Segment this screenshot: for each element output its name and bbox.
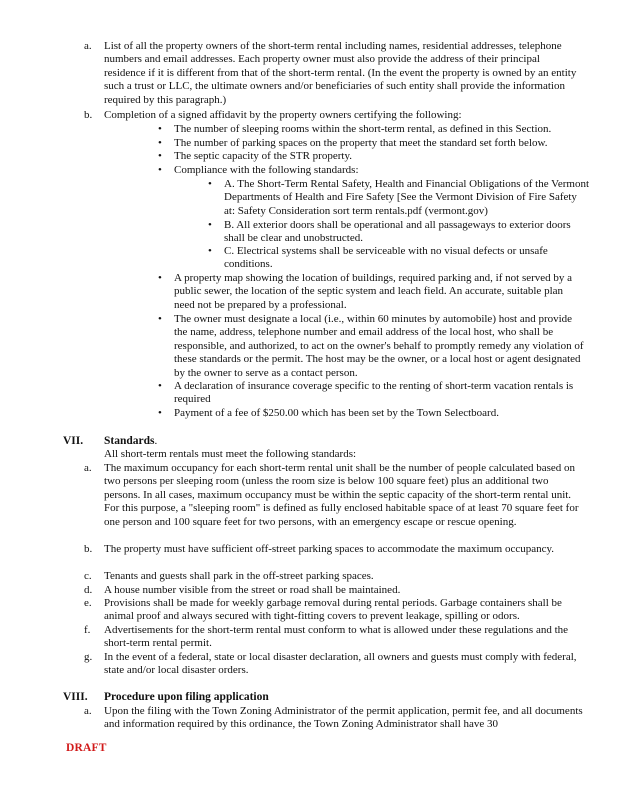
item-label: a. bbox=[84, 705, 92, 717]
list-item bbox=[84, 624, 584, 651]
bullet-text: A. The Short-Term Rental Safety, Health and Financial Obligations of the Vermont Departments of Health and Fire Safety [See the Vermont Division of Fire Safety at: Safety Consideration sort term rentals.pdf (vermont.gov) bbox=[224, 178, 590, 217]
bullet-icon: • bbox=[158, 380, 162, 392]
section-number: VII. bbox=[63, 435, 84, 447]
bullet-item bbox=[158, 137, 588, 150]
item-label: f. bbox=[84, 624, 91, 636]
item-text: A house number visible from the street or road shall be maintained. bbox=[104, 584, 401, 596]
bullet-text: A property map showing the location of buildings, required parking and, if not served by a public sewer, the location of the septic system and leach field. An accurate, suitable plan need not be prepared by a professional. bbox=[174, 272, 573, 311]
item-text: List of all the property owners of the short-term rental including names, residential addresses, telephone numbers and email addresses. Each property owner must also provide the address of their principal residence if it is different from that of the short-term rental. (In the event the property is owned by an entity such a trust or LLC, the ultimate owners and/or beneficiaries of such entity shall provide the information required by this paragraph.) bbox=[104, 40, 577, 106]
item-text: Advertisements for the short-term rental must conform to what is allowed under these regulations and the short-term rental permit. bbox=[104, 624, 569, 650]
bullet-icon: • bbox=[158, 407, 162, 419]
bullet-text: Payment of a fee of $250.00 which has been set by the Town Selectboard. bbox=[174, 407, 499, 419]
list-item bbox=[84, 109, 584, 122]
bullet-item bbox=[158, 164, 588, 177]
sub-bullet-item bbox=[208, 219, 592, 246]
bullet-icon: • bbox=[208, 245, 212, 257]
list-item bbox=[84, 462, 584, 529]
list-item bbox=[84, 597, 584, 624]
item-label: c. bbox=[84, 570, 92, 582]
list-item bbox=[84, 543, 584, 556]
item-label: e. bbox=[84, 597, 92, 609]
list-item bbox=[84, 40, 584, 107]
bullet-item bbox=[158, 123, 588, 136]
list-item bbox=[84, 570, 584, 583]
bullet-icon: • bbox=[208, 219, 212, 231]
item-label: a. bbox=[84, 462, 92, 474]
item-text: Provisions shall be made for weekly garbage removal during rental periods. Garbage containers shall be animal proof and always secured with tight-fitting covers to prevent leakage, spilling or odors. bbox=[104, 597, 562, 623]
section-title: Procedure upon filing application bbox=[104, 691, 269, 703]
item-text: The property must have sufficient off-street parking spaces to accommodate the maximum occupancy. bbox=[104, 543, 555, 555]
item-text: Completion of a signed affidavit by the property owners certifying the following: bbox=[104, 109, 462, 121]
bullet-text: A declaration of insurance coverage specific to the renting of short-term vacation rentals is required bbox=[174, 380, 574, 406]
bullet-icon: • bbox=[158, 313, 162, 325]
section-title: Standards bbox=[104, 435, 155, 447]
list-item bbox=[84, 705, 584, 732]
bullet-text: The septic capacity of the STR property. bbox=[174, 150, 352, 162]
bullet-item bbox=[158, 380, 588, 407]
bullet-text: Compliance with the following standards: bbox=[174, 164, 359, 176]
item-text: In the event of a federal, state or local disaster declaration, all owners and guests must comply with federal, state and/or local disaster orders. bbox=[104, 651, 577, 677]
bullet-icon: • bbox=[158, 164, 162, 176]
section-heading bbox=[63, 691, 583, 704]
bullet-icon: • bbox=[158, 123, 162, 135]
item-label: a. bbox=[84, 40, 92, 52]
bullet-item bbox=[158, 272, 588, 312]
item-text: The maximum occupancy for each short-term rental unit shall be the number of people calculated based on two persons per sleeping room (unless the room size is below 100 square feet) plus an additional two persons. In all cases, maximum occupancy must be within the septic capacity of the short-term rental unit. For this purpose, a "sleeping room" is defined as fully enclosed habitable space of at least 70 square feet for one person and 100 square feet for two persons, with an emergency escape or rescue opening. bbox=[104, 462, 579, 528]
bullet-icon: • bbox=[158, 137, 162, 149]
draft-watermark: DRAFT bbox=[66, 742, 107, 754]
bullet-icon: • bbox=[158, 272, 162, 284]
section-number: VIII. bbox=[63, 691, 88, 703]
bullet-item bbox=[158, 150, 588, 163]
bullet-text: B. All exterior doors shall be operational and all passageways to exterior doors shall be clear and unobstructed. bbox=[224, 219, 571, 245]
bullet-item bbox=[158, 313, 588, 380]
bullet-text: The number of sleeping rooms within the short-term rental, as defined in this Section. bbox=[174, 123, 552, 135]
sub-bullet-item bbox=[208, 178, 592, 218]
section-heading: VII. Standards . bbox=[63, 435, 158, 447]
bullet-icon: • bbox=[208, 178, 212, 190]
bullet-icon: • bbox=[158, 150, 162, 162]
intro-text: All short-term rentals must meet the following standards: bbox=[104, 448, 357, 460]
bullet-text: The owner must designate a local (i.e., within 60 minutes by automobile) host and provide the name, address, telephone number and email address of the local host, who shall be responsible, and authorized, to act on the owner's behalf to promptly remedy any violation of these standards or the permit. The host may be the owner, or a local host or agent designated by the owner to serve as a contact person. bbox=[174, 313, 584, 379]
list-item bbox=[84, 584, 584, 597]
bullet-text: The number of parking spaces on the property that meet the standard set forth below. bbox=[174, 137, 548, 149]
item-text: Tenants and guests shall park in the off-street parking spaces. bbox=[104, 570, 374, 582]
item-label: g. bbox=[84, 651, 93, 663]
item-text: Upon the filing with the Town Zoning Administrator of the permit application, permit fee, and all documents and information required by this ordinance, the Town Zoning Administrator shall have 30 bbox=[104, 705, 583, 731]
item-label: d. bbox=[84, 584, 93, 596]
item-label: b. bbox=[84, 543, 93, 555]
section-intro bbox=[104, 448, 584, 461]
item-label: b. bbox=[84, 109, 93, 121]
sub-bullet-item bbox=[208, 245, 592, 272]
bullet-text: C. Electrical systems shall be serviceable with no visual defects or unsafe conditions. bbox=[224, 245, 548, 271]
list-item bbox=[84, 651, 584, 678]
bullet-item bbox=[158, 407, 588, 420]
